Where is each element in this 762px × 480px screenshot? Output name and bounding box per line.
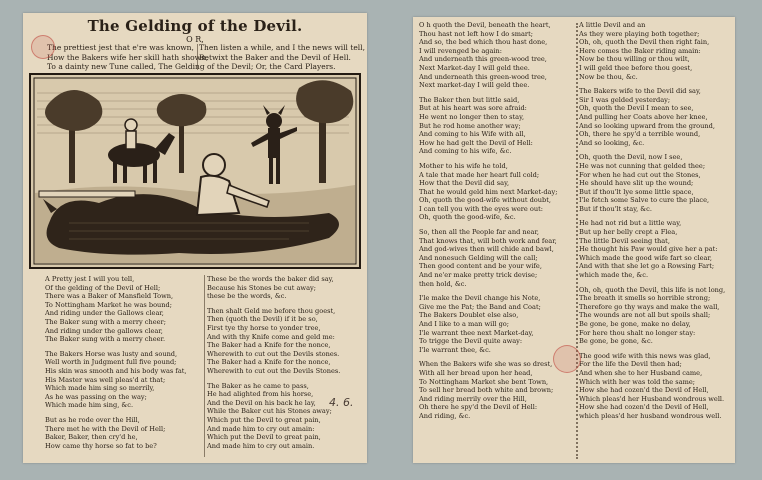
- verse-line: He should have slit up the wound;: [579, 179, 694, 188]
- verse-line: And god-wives then will chide and bawl,: [419, 245, 554, 254]
- verse-line: Which with her was told the same;: [579, 377, 695, 386]
- verse-line: The Baker sung with a merry cheer;: [45, 317, 166, 326]
- verse-line: And riding, &c.: [419, 411, 471, 420]
- verse-line: Next market-day I will geld thee.: [419, 81, 530, 90]
- verse-line: The Bakers wife to the Devil did say,: [579, 87, 701, 96]
- verse-line: The good wife with this news was glad,: [579, 351, 711, 360]
- ballad-or-line: O R,: [186, 35, 204, 44]
- verse-line: As he was passing on the way;: [45, 392, 147, 401]
- verse-line: I can tell you with the eyes were out:: [419, 204, 544, 213]
- verse-line: And made him to cry out amain.: [207, 441, 315, 450]
- verse-line: For the life the Devil then had;: [579, 360, 682, 369]
- verse-line: And ne'er make pretty trick devise;: [419, 271, 538, 280]
- verse-line: But he rod home another way;: [419, 121, 521, 130]
- verse-line: And coming to his wife, &c.: [419, 147, 512, 156]
- verse-line: For here thou shalt no longer stay:: [579, 328, 696, 337]
- intro-line: To a dainty new Tune called, The Gelding of the Devil; Or, the Card Players.: [47, 62, 336, 71]
- verse-line: Oh, quoth the good-wife, &c.: [419, 213, 516, 222]
- verse-line: And with that she let go a Rowsing Fart;: [579, 262, 715, 271]
- verse-line: which pleas'd her husband wondrous well.: [579, 411, 722, 420]
- verse-line: And riding merrily over the Hill,: [419, 394, 527, 403]
- verse-line: How she had cozen'd the Devil of Hell,: [579, 403, 709, 412]
- verse-line: And the Devil on his back he lay,: [207, 398, 316, 407]
- verse-line: Be gone, be gone, make no delay,: [579, 320, 691, 328]
- verse-line: When the Bakers wife she was so drest,: [419, 360, 553, 369]
- verse-line: And underneath this green-wood tree,: [419, 55, 547, 64]
- verse-line: The breath it smells so horrible strong;: [579, 294, 711, 303]
- verse-line: Then good content and be your wife,: [419, 262, 542, 271]
- verse-line: these be the words, &c.: [207, 292, 287, 301]
- verse-line: To sell her bread both white and brown;: [419, 386, 554, 395]
- verse-line: And so looking, &c.: [579, 138, 645, 147]
- verse-line: The Baker then but little said,: [419, 95, 520, 104]
- verse-line: And nonesuch Gelding will the call;: [419, 253, 538, 262]
- verse-line: Which put the Devil to great pain,: [207, 415, 321, 424]
- verse-line: The Bakers Doublet else also,: [419, 311, 519, 320]
- verse-line: And coming to his Wife with all,: [419, 130, 526, 139]
- verse-line: As they were playing both together;: [579, 29, 700, 38]
- right-verse-column-1: [419, 21, 575, 421]
- verse-line: Thou hast not left how I do smart;: [419, 29, 533, 38]
- verse-line: Be gone, be gone, &c.: [579, 337, 653, 346]
- left-sheet: [23, 13, 367, 463]
- verse-line: Because his Stones be cut away;: [207, 283, 316, 292]
- verse-line: First tye thy horse to yonder tree,: [207, 323, 321, 332]
- intro-divider: [197, 44, 198, 70]
- verse-line: I will geld thee before thou goest,: [579, 63, 693, 72]
- left-verse-column-2: [207, 275, 363, 450]
- verse-line: A little Devil and an: [579, 21, 646, 29]
- verse-line: He had alighted from his horse,: [207, 390, 314, 399]
- verse-line: Well worth in Judgment full five pound;: [45, 358, 177, 367]
- verse-line: Oh, oh, quoth the Devil, this life is not long,: [579, 285, 726, 294]
- verse-line: which made the, &c.: [579, 271, 649, 280]
- verse-line: And so, the bed which thou hast done,: [419, 38, 548, 47]
- verse-line: Then shalt Geld me before thou goest,: [207, 306, 336, 315]
- verse-line: Here comes the Baker riding amain:: [579, 46, 701, 55]
- verse-line: Which put the Devil to great pain,: [207, 433, 321, 442]
- verse-line: I'le fetch some Salve to cure the place,: [579, 196, 710, 205]
- verse-line: O h quoth the Devil, beneath the heart,: [419, 21, 551, 29]
- verse-line: That knows that, will both work and fear,: [419, 236, 557, 245]
- handwritten-note: 4. 6.: [329, 396, 354, 409]
- verse-line: I'le warrant thee, &c.: [419, 345, 491, 354]
- verse-line: And I like to a man will go;: [419, 320, 509, 328]
- verse-line: Therefore go thy ways and make the wall,: [579, 302, 720, 311]
- verse-line: Mother to his wife he told,: [419, 161, 508, 170]
- left-verse-column-1: [45, 275, 201, 450]
- verse-line: He thought his Paw would give her a pat:: [579, 245, 718, 254]
- verse-line: The Baker sung with a merry cheer.: [45, 335, 166, 344]
- right-sheet: [413, 17, 735, 463]
- verse-line: But as he rode over the Hill,: [45, 415, 140, 424]
- intro-right: [199, 43, 365, 62]
- verse-line: Wherewith to cut out the Devils stones.: [207, 349, 340, 358]
- verse-line: And underneath this green-wood tree,: [419, 72, 547, 81]
- verse-line: And with thy Knife come and geld me:: [207, 332, 335, 341]
- verse-line: For when he had cut out the Stones,: [579, 170, 701, 179]
- verse-line: While the Baker cut his Stones away;: [207, 407, 332, 416]
- ballad-title: The Gelding of the Devil.: [87, 17, 303, 35]
- verse-line: How that the Devil did say,: [419, 179, 510, 188]
- verse-line: With all her bread upon her head,: [419, 368, 533, 377]
- verse-line: Now be thou, &c.: [579, 72, 638, 81]
- verse-line: The Baker had a Knife for the nonce,: [207, 358, 331, 367]
- woodcut-illustration: [29, 73, 361, 269]
- intro-line: How the Bakers wife her skill hath shown,: [47, 52, 209, 62]
- verse-line: And riding under the Gallows clear,: [45, 309, 164, 318]
- library-stamp: [553, 345, 581, 373]
- verse-line: The Baker had a Knife for the nonce,: [207, 341, 331, 350]
- library-stamp: [31, 35, 55, 59]
- verse-line: How she had cozen'd the Devil of Hell,: [579, 386, 709, 395]
- verse-line: The little Devil seeing that,: [579, 236, 670, 245]
- verse-line: How he had gelt the Devil of Hell:: [419, 138, 533, 147]
- verse-line: To Nottingham Market she bent Town,: [419, 377, 549, 386]
- verse-line: then hold, &c.: [419, 279, 467, 288]
- verse-line: Give me the Pat; the Band and Coat;: [419, 302, 541, 311]
- dotted-column-divider: [576, 23, 578, 459]
- verse-line: Sir I was gelded yesterday;: [579, 95, 671, 104]
- column-divider: [204, 275, 205, 457]
- verse-line: Then (quoth the Devil) if it be so,: [207, 315, 318, 324]
- verse-line: Which made the good wife fart so clear,: [579, 253, 713, 262]
- verse-line: He had not rid but a little way,: [579, 219, 682, 228]
- verse-line: Oh, quoth the Devil, now I see,: [579, 153, 683, 162]
- verse-line: And riding under the gallows clear,: [45, 326, 163, 335]
- verse-line: How came thy horse so fat to be?: [45, 441, 157, 450]
- verse-line: But if thou'lt stay, &c.: [579, 204, 652, 213]
- verse-line: I'le warrant thee next Market-day,: [419, 328, 534, 337]
- verse-line: Oh, quoth the good-wife without doubt,: [419, 196, 551, 205]
- verse-line: Oh, quoth the Devil I mean to see,: [579, 104, 694, 113]
- verse-line: Oh, oh, quoth the Devil then right fain,: [579, 38, 710, 47]
- verse-line: These be the words the baker did say,: [207, 275, 334, 283]
- verse-line: But if thou'lt lye some little space,: [579, 187, 694, 196]
- verse-line: Baker, Baker, then cry'd he,: [45, 433, 138, 442]
- verse-line: And made him to cry out amain:: [207, 424, 315, 433]
- verse-line: His skin was smooth and his body was fat,: [45, 366, 187, 375]
- verse-line: Now be thou willing or thou wilt,: [579, 55, 690, 64]
- verse-line: That he would geld him next Market-day;: [419, 187, 558, 196]
- verse-line: A tale that made her heart full cold;: [419, 170, 540, 179]
- verse-line: But up her belly crept a Flea,: [579, 228, 678, 237]
- verse-line: The Bakers Horse was lusty and sound,: [45, 349, 178, 358]
- verse-line: There was a Baker of Mansfield Town,: [45, 292, 174, 301]
- verse-line: The wounds are not all but spoils shall;: [579, 311, 711, 320]
- intro-line: Betwixt the Baker and the Devil of Hell.: [199, 52, 351, 62]
- verse-line: Which pleas'd her Husband wondrous well.: [579, 394, 725, 403]
- verse-line: He was not cunning that gelded thee;: [579, 161, 706, 170]
- verse-line: And when she to her Husband came,: [579, 368, 703, 377]
- verse-line: Which made him sing so merrily,: [45, 384, 155, 393]
- intro-line: The prettiest jest that e're was known,: [47, 43, 194, 52]
- verse-line: Wherewith to cut out the Devils Stones.: [207, 366, 341, 375]
- right-verse-column-2: [579, 21, 733, 421]
- verse-line: To trigge the Devil quite away:: [419, 337, 523, 346]
- verse-line: To Nottingham Market he was bound;: [45, 300, 172, 309]
- verse-line: Of the gelding of the Devil of Hell;: [45, 283, 161, 292]
- verse-line: But at his heart was sore afraid:: [419, 104, 527, 113]
- verse-line: A Pretty jest I will you tell,: [45, 275, 135, 283]
- verse-line: Oh there he spy'd the Devil of Hell:: [419, 403, 538, 412]
- verse-line: Next Market-day I will geld thee.: [419, 63, 530, 72]
- intro-line: Then listen a while, and I the news will tell,: [199, 43, 365, 52]
- verse-line: The Baker as he came to pass,: [207, 381, 309, 390]
- verse-line: He went no longer then to stay,: [419, 112, 525, 121]
- verse-line: I will revenged be again:: [419, 46, 503, 55]
- verse-line: I'le make the Devil change his Note,: [419, 294, 541, 303]
- verse-line: Which made him sing, &c.: [45, 401, 134, 410]
- verse-line: There met he with the Devil of Hell;: [45, 424, 166, 433]
- verse-line: Oh, there he spy'd a terrible wound,: [579, 130, 701, 139]
- verse-line: So, then all the People far and near,: [419, 228, 540, 237]
- verse-line: His Master was well pleas'd at that;: [45, 375, 166, 384]
- verse-line: And so looking upward from the ground,: [579, 121, 715, 130]
- verse-line: And pulling her Coats above her knee,: [579, 112, 708, 121]
